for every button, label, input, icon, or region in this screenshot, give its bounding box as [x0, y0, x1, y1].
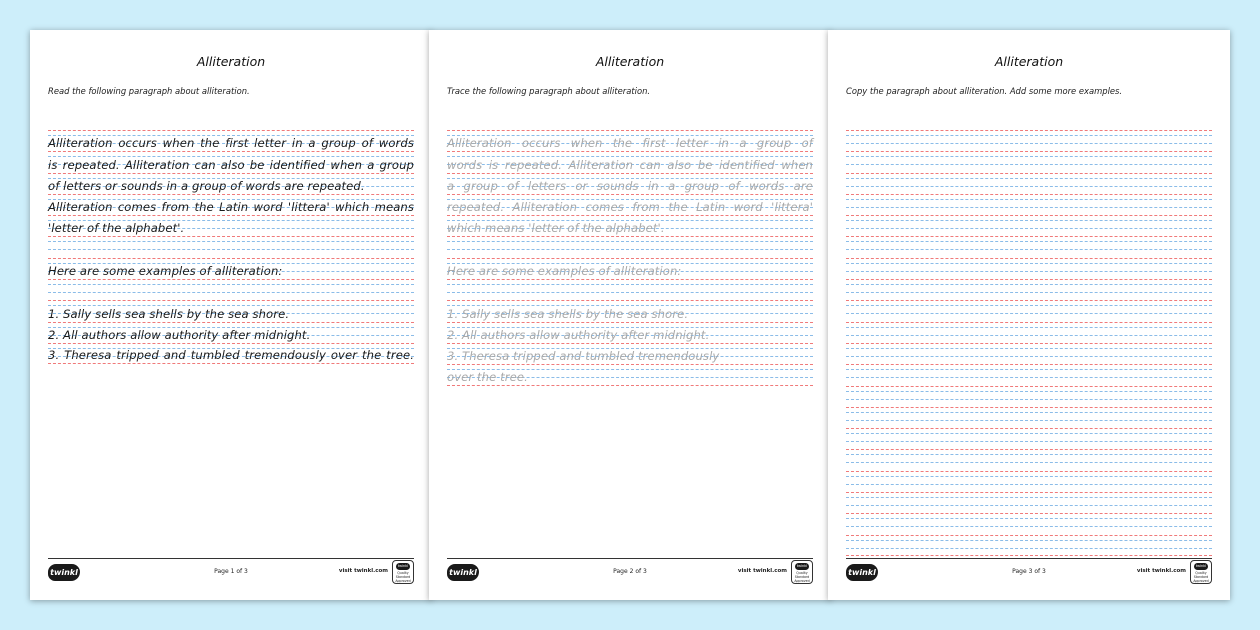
handwriting-lines	[447, 130, 813, 386]
worksheet-page-1	[30, 30, 432, 600]
blank-handwriting-lines	[846, 130, 1212, 556]
trace-line: 2. All authors allow authority after midnight.	[447, 322, 813, 343]
page-title: Alliteration	[196, 54, 266, 69]
text-line: 2. All authors allow authority after midnight.	[48, 322, 414, 343]
handwriting-lines	[48, 130, 414, 364]
trace-line: over the tree.	[447, 364, 813, 385]
trace-line: repeated. Alliteration comes from the Latin word 'littera'	[447, 194, 813, 215]
blank-writing-line	[846, 215, 1212, 236]
instruction-text: Trace the following paragraph about alliteration.	[447, 86, 651, 96]
blank-writing-line	[846, 130, 1212, 151]
visit-link-text: visit twinkl.com	[338, 568, 388, 574]
blank-writing-line	[846, 258, 1212, 279]
trace-line: 1. Sally sells sea shells by the sea shore.	[447, 300, 813, 321]
page-number: Page 3 of 3	[1012, 568, 1046, 575]
page-footer	[846, 558, 1212, 589]
quality-badge-icon: twinkl Quality Standard Approved	[1190, 560, 1212, 584]
blank-writing-line	[846, 236, 1212, 257]
blank-writing-line	[846, 343, 1212, 364]
trace-line: a group of letters or sounds in a group of words are	[447, 173, 813, 194]
text-line: is repeated. Alliteration can also be identified when a group	[48, 151, 414, 172]
trace-line: 3. Theresa tripped and tumbled tremendously	[447, 343, 813, 364]
text-line	[48, 236, 414, 257]
trace-line: words is repeated. Alliteration can also be identified when	[447, 151, 813, 172]
twinkl-logo: twinkl	[447, 564, 479, 581]
text-line: Here are some examples of alliteration:	[48, 258, 414, 279]
trace-line: which means 'letter of the alphabet'.	[447, 215, 813, 236]
blank-writing-line	[846, 194, 1212, 215]
blank-writing-line	[846, 428, 1212, 449]
blank-writing-line	[846, 173, 1212, 194]
blank-writing-line	[846, 151, 1212, 172]
trace-line: Here are some examples of alliteration:	[447, 258, 813, 279]
quality-badge-icon: twinkl Quality Standard Approved	[392, 560, 414, 584]
blank-writing-line	[846, 364, 1212, 385]
blank-writing-line	[846, 300, 1212, 321]
blank-writing-line	[846, 471, 1212, 492]
text-line: 'letter of the alphabet'.	[48, 215, 414, 236]
text-line: 3. Theresa tripped and tumbled tremendously over the tree.	[48, 343, 414, 364]
blank-writing-line	[846, 386, 1212, 407]
blank-writing-line	[846, 407, 1212, 428]
blank-writing-line	[846, 492, 1212, 513]
blank-writing-line	[846, 535, 1212, 556]
page-number: Page 2 of 3	[613, 568, 647, 575]
visit-link-text: visit twinkl.com	[1136, 568, 1186, 574]
text-line	[48, 279, 414, 300]
blank-writing-line	[846, 449, 1212, 470]
text-line: Alliteration occurs when the first letter in a group of words	[48, 130, 414, 151]
visit-link-text: visit twinkl.com	[737, 568, 787, 574]
page-footer	[48, 558, 414, 589]
trace-line	[447, 279, 813, 300]
blank-writing-line	[846, 322, 1212, 343]
twinkl-logo: twinkl	[48, 564, 80, 581]
trace-line: Alliteration occurs when the first letter in a group of	[447, 130, 813, 151]
worksheet-page-2	[429, 30, 831, 600]
page-footer	[447, 558, 813, 589]
twinkl-logo: twinkl	[846, 564, 878, 581]
blank-writing-line	[846, 513, 1212, 534]
page-title: Alliteration	[595, 54, 665, 69]
worksheet-page-3	[828, 30, 1230, 600]
quality-badge-icon: twinkl Quality Standard Approved	[791, 560, 813, 584]
blank-writing-line	[846, 279, 1212, 300]
instruction-text: Read the following paragraph about alliteration.	[48, 86, 250, 96]
text-line: of letters or sounds in a group of words are repeated.	[48, 173, 414, 194]
page-number: Page 1 of 3	[214, 568, 248, 575]
instruction-text: Copy the paragraph about alliteration. Add some more examples.	[846, 86, 1123, 96]
text-line: 1. Sally sells sea shells by the sea shore.	[48, 300, 414, 321]
trace-line	[447, 236, 813, 257]
page-title: Alliteration	[994, 54, 1064, 69]
text-line: Alliteration comes from the Latin word 'littera' which means	[48, 194, 414, 215]
